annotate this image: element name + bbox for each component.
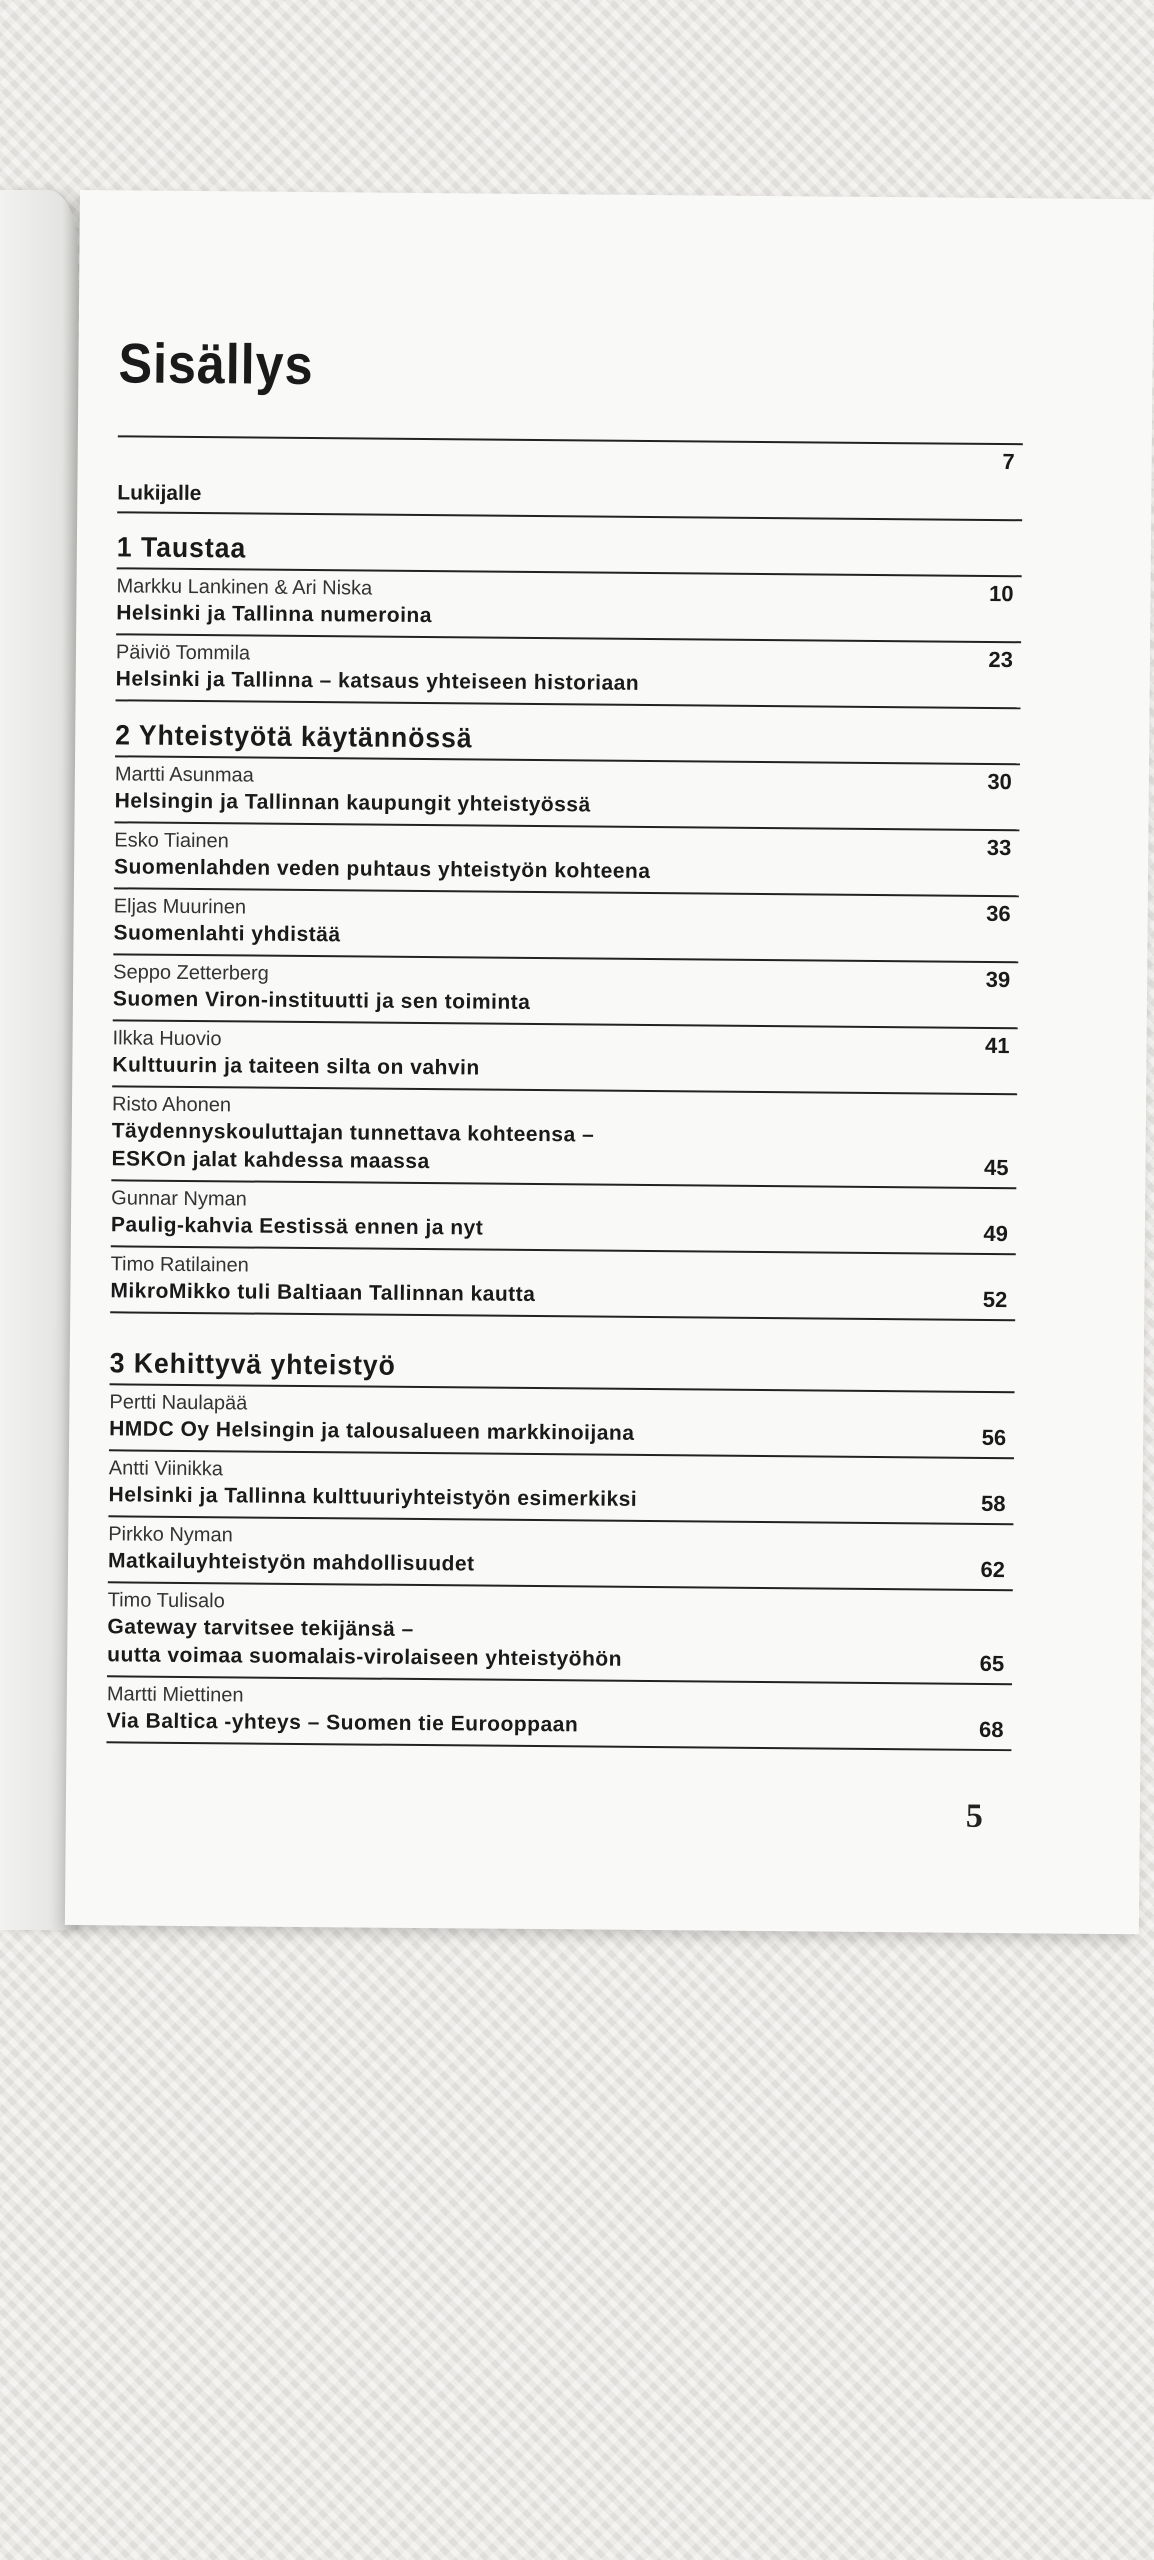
toc-entry[interactable] bbox=[108, 1451, 1014, 1525]
entry-title-line2: uutta voimaa suomalais-virolaiseen yhteistyöhön bbox=[107, 1643, 623, 1671]
toc-entry[interactable] bbox=[114, 757, 1020, 831]
entry-title: Suomenlahti yhdistää bbox=[113, 921, 341, 947]
toc-entry[interactable] bbox=[109, 1385, 1015, 1459]
entry-title: Helsinki ja Tallinna – katsaus yhteiseen historiaan bbox=[115, 667, 640, 695]
toc-entry[interactable] bbox=[110, 1247, 1016, 1321]
entry-author: Martti Asunmaa bbox=[114, 763, 254, 787]
page-number: 30 bbox=[987, 768, 1012, 795]
section-heading: 2 Yhteistyötä käytännössä bbox=[115, 719, 473, 754]
toc-entry[interactable] bbox=[112, 1021, 1018, 1095]
page-number: 49 bbox=[983, 1220, 1009, 1247]
entry-title: Kulttuurin ja taiteen silta on vahvin bbox=[112, 1053, 480, 1080]
entry-author: Risto Ahonen bbox=[111, 1093, 232, 1117]
toc-entry-intro[interactable] bbox=[117, 435, 1023, 521]
page-number: 52 bbox=[982, 1286, 1008, 1313]
entry-author: Markku Lankinen & Ari Niska bbox=[116, 575, 373, 600]
toc-entry[interactable] bbox=[106, 1677, 1012, 1751]
page-number: 45 bbox=[983, 1154, 1009, 1181]
page-number: 41 bbox=[984, 1032, 1010, 1059]
page-number: 10 bbox=[988, 580, 1014, 607]
section-heading: 1 Taustaa bbox=[116, 531, 247, 564]
page-number-folio: 5 bbox=[965, 1797, 984, 1835]
entry-author: Martti Miettinen bbox=[106, 1683, 244, 1707]
entry-title: Paulig-kahvia Eestissä ennen ja nyt bbox=[110, 1213, 484, 1240]
entry-title: Täydennyskouluttajan tunnettava kohteensa – bbox=[111, 1119, 595, 1147]
entry-title: Gateway tarvitsee tekijänsä – bbox=[107, 1615, 414, 1641]
entry-author: Seppo Zetterberg bbox=[113, 961, 269, 985]
entry-author: Pertti Naulapää bbox=[109, 1391, 248, 1415]
entry-author: Gunnar Nyman bbox=[111, 1187, 247, 1211]
toc-entry[interactable] bbox=[111, 1181, 1017, 1255]
section-heading: 3 Kehittyvä yhteistyö bbox=[109, 1347, 396, 1381]
entry-title: Helsingin ja Tallinnan kaupungit yhteistyössä bbox=[114, 789, 591, 817]
page-number: 68 bbox=[979, 1716, 1004, 1743]
page-title: Sisällys bbox=[118, 331, 314, 397]
entry-author: Esko Tiainen bbox=[114, 829, 229, 853]
entry-author: Antti Viinikka bbox=[108, 1457, 224, 1481]
entry-title: Matkailuyhteistyön mahdollisuudet bbox=[107, 1549, 475, 1576]
toc-entry[interactable] bbox=[116, 635, 1022, 709]
page-number: 65 bbox=[979, 1650, 1005, 1677]
entry-title: Via Baltica -yhteys – Suomen tie Eurooppaan bbox=[106, 1709, 579, 1737]
entry-title: MikroMikko tuli Baltiaan Tallinnan kautta bbox=[110, 1279, 536, 1307]
page-number: 58 bbox=[980, 1490, 1006, 1517]
toc-entry[interactable] bbox=[113, 955, 1019, 1029]
toc-entry[interactable] bbox=[114, 823, 1020, 897]
entry-author: Eljas Muurinen bbox=[113, 895, 247, 919]
table-of-contents bbox=[106, 435, 1022, 1751]
entry-title: Helsinki ja Tallinna kulttuuriyhteistyön esimerkiksi bbox=[108, 1483, 638, 1511]
page-number: 33 bbox=[986, 834, 1012, 861]
page-number: 36 bbox=[986, 900, 1011, 927]
page-number: 23 bbox=[988, 646, 1014, 673]
book-page bbox=[65, 190, 1154, 1934]
toc-entry[interactable] bbox=[111, 1087, 1017, 1189]
entry-author: Timo Tulisalo bbox=[107, 1589, 225, 1613]
entry-author: Päiviö Tommila bbox=[115, 641, 251, 665]
entry-author: Pirkko Nyman bbox=[108, 1523, 233, 1547]
entry-author: Ilkka Huovio bbox=[112, 1027, 222, 1051]
entry-title: Helsinki ja Tallinna numeroina bbox=[116, 601, 433, 628]
toc-entry[interactable] bbox=[113, 889, 1019, 963]
entry-title: Suomenlahden veden puhtaus yhteistyön kohteena bbox=[113, 855, 651, 884]
page-number: 39 bbox=[985, 966, 1011, 993]
page-number: 62 bbox=[980, 1556, 1006, 1583]
entry-title: Lukijalle bbox=[117, 481, 202, 506]
toc-entry[interactable] bbox=[116, 569, 1022, 643]
entry-title-line2: ESKOn jalat kahdessa maassa bbox=[111, 1147, 430, 1174]
entry-title: Suomen Viron-instituutti ja sen toiminta bbox=[112, 987, 531, 1014]
toc-entry[interactable] bbox=[108, 1517, 1014, 1591]
page-number: 7 bbox=[1002, 449, 1015, 475]
entry-title: HMDC Oy Helsingin ja talousalueen markkinoijana bbox=[109, 1417, 635, 1445]
toc-entry[interactable] bbox=[107, 1583, 1013, 1685]
entry-author: Timo Ratilainen bbox=[110, 1253, 249, 1277]
page-number: 56 bbox=[981, 1424, 1007, 1451]
